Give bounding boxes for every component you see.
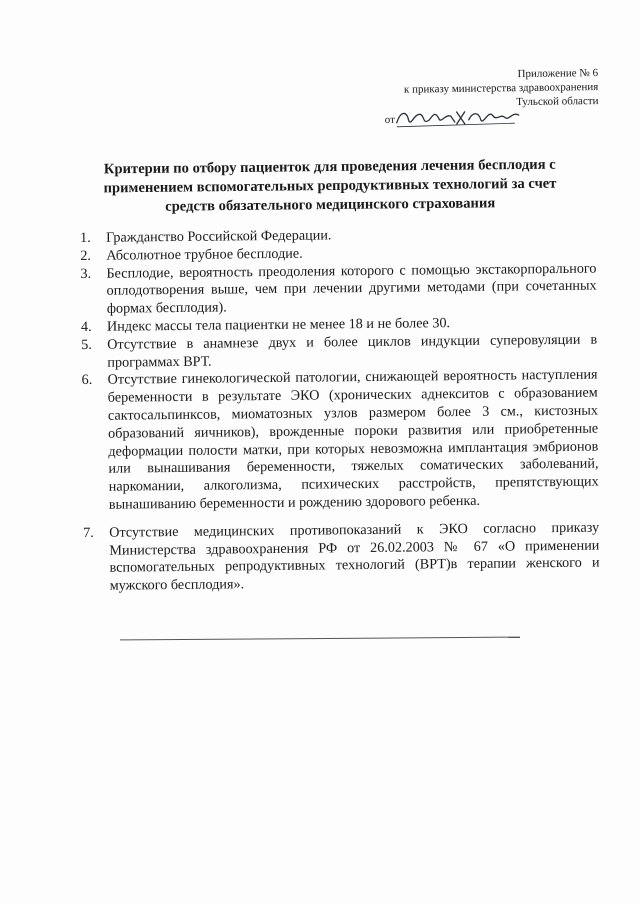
- criteria-item-number: 7.: [83, 524, 94, 541]
- criteria-item-number: 6.: [81, 372, 93, 389]
- criteria-item-text: Бесплодие, вероятность преодоления которого с помощью экстакорпорального оплодотворения выше, чем при лечении другими методами (при сочетанных формах бесплодия).: [106, 260, 597, 317]
- region-name: Тульской области: [516, 94, 599, 109]
- criteria-item-text: Абсолютное трубное бесплодие.: [106, 245, 303, 264]
- document-title: [60, 155, 601, 218]
- order-reference: к приказу министерства здравоохранения: [403, 80, 599, 96]
- criteria-item-number: 5.: [81, 336, 92, 353]
- title-line-3: средств обязательного медицинского страхования: [165, 195, 496, 215]
- criteria-item-text: Отсутствие гинекологической патологии, снижающей вероятность наступления беременности в результате ЭКО (хронических аднекситов с образованием сактосальпинксов, миоматозных узлов размером более 3 см., кистозных образований яичников), врожденные пороки развития или приобретенные деформации полости матки, при которых невозможна имплантация эмбрионов или вынашивания беременности, тяжелых соматических заболеваний, наркомании, алкоголизма, психических расстройств, препятствующих вынашиванию беременности и рождению здорового ребенка.: [107, 366, 599, 513]
- criteria-item-number: 1.: [80, 229, 91, 246]
- criteria-item-text: Отсутствие в анамнезе двух и более циклов индукции суперовуляции в программах ВРТ.: [107, 331, 598, 371]
- criteria-item-text: Гражданство Российской Федерации.: [105, 227, 332, 246]
- title-line-1: Критерии по отбору пациенток для проведения лечения бесплодия с: [103, 156, 556, 178]
- footer-rule: [120, 637, 520, 641]
- criteria-item-number: 4.: [80, 318, 92, 335]
- criteria-item-text: Индекс массы тела пациентки не менее 18 и не более 30.: [106, 315, 451, 335]
- title-line-2: применением вспомогательных репродуктивных технологий за счет: [103, 175, 557, 197]
- criteria-item-number: 2.: [80, 247, 91, 264]
- order-date-line: [299, 108, 599, 130]
- criteria-item: [81, 367, 598, 515]
- order-date-prefix: от: [384, 113, 395, 126]
- criteria-item-text: Отсутствие медицинских противопоказаний к ЭКО согласно приказу Министерства здравоохранения РФ от 26.02.2003 № 67 «О применении вспомогательных репродуктивных технологий (ВРТ)в терапии женского и мужского бесплодия».: [109, 519, 600, 594]
- appendix-header: [298, 66, 599, 130]
- criteria-item: [80, 260, 597, 319]
- criteria-item: [81, 331, 597, 372]
- handwritten-date-signature: [395, 105, 525, 131]
- criteria-list: [80, 225, 600, 596]
- criteria-item-number: 3.: [80, 265, 92, 282]
- appendix-number: Приложение № 6: [517, 66, 599, 81]
- criteria-item: [83, 519, 600, 596]
